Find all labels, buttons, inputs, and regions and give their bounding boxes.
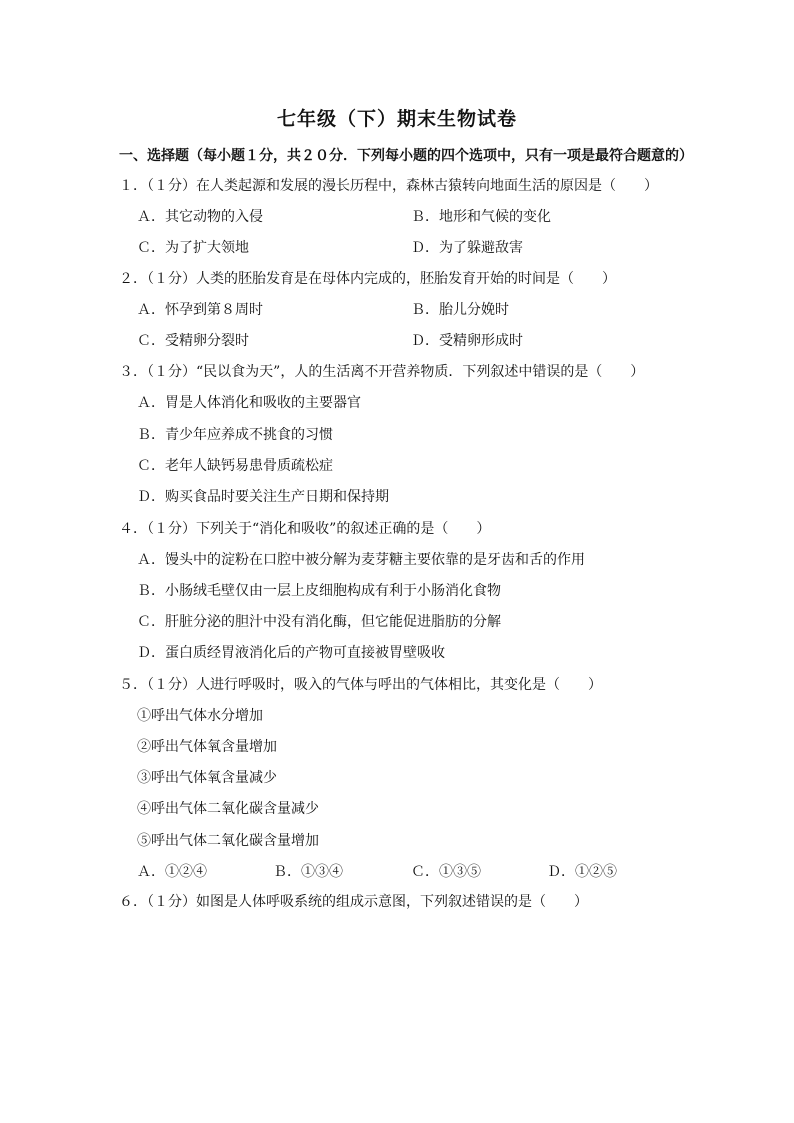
question-5-stem: ５．（１分）人进行呼吸时，吸入的气体与呼出的气体相比，其变化是（ ） <box>119 677 602 693</box>
question-3-option-a: Ａ．胃是人体消化和吸收的主要器官 <box>137 395 361 411</box>
question-1-stem: １．（１分）在人类起源和发展的漫长历程中，森林古猿转向地面生活的原因是（ ） <box>119 178 658 194</box>
question-2-option-a: Ａ．怀孕到第８周时 <box>137 302 263 318</box>
question-4-option-c: Ｃ．肝脏分泌的胆汁中没有消化酶，但它能促进脂肪的分解 <box>137 614 501 630</box>
question-1-option-d: Ｄ．为了躲避敌害 <box>411 240 523 256</box>
question-4-option-b: Ｂ．小肠绒毛壁仅由一层上皮细胞构成有利于小肠消化食物 <box>137 583 501 599</box>
question-1-option-b: Ｂ．地形和气候的变化 <box>411 209 551 225</box>
question-5-option-d: Ｄ．①②⑤ <box>547 864 617 880</box>
question-5-option-b: Ｂ．①③④ <box>273 864 343 880</box>
question-6-stem: ６．（１分）如图是人体呼吸系统的组成示意图，下列叙述错误的是（ ） <box>119 894 588 910</box>
question-2-option-c: Ｃ．受精卵分裂时 <box>137 333 249 349</box>
question-3-stem: ３．（１分）“民以食为天”，人的生活离不开营养物质．下列叙述中错误的是（ ） <box>119 364 645 380</box>
page-title: 七年级（下）期末生物试卷 <box>276 108 517 130</box>
question-3-option-d: Ｄ．购买食品时要关注生产日期和保持期 <box>137 489 389 505</box>
question-2-stem: ２．（１分）人类的胚胎发育是在母体内完成的，胚胎发育开始的时间是（ ） <box>119 271 616 287</box>
question-5-item-4: ④呼出气体二氧化碳含量减少 <box>137 801 319 817</box>
question-2-option-d: Ｄ．受精卵形成时 <box>411 333 523 349</box>
question-4-stem: ４．（１分）下列关于“消化和吸收”的叙述正确的是（ ） <box>119 521 491 537</box>
question-5-option-a: Ａ．①②④ <box>137 864 207 880</box>
question-5-option-c: Ｃ．①③⑤ <box>411 864 481 880</box>
question-3-option-c: Ｃ．老年人缺钙易患骨质疏松症 <box>137 458 333 474</box>
question-1-option-c: Ｃ．为了扩大领地 <box>137 240 249 256</box>
question-2-option-b: Ｂ．胎儿分娩时 <box>411 302 509 318</box>
question-5-item-3: ③呼出气体氧含量减少 <box>137 770 277 786</box>
question-5-item-1: ①呼出气体水分增加 <box>137 708 263 724</box>
question-3-option-b: Ｂ．青少年应养成不挑食的习惯 <box>137 427 333 443</box>
question-4-option-a: Ａ．馒头中的淀粉在口腔中被分解为麦芽糖主要依靠的是牙齿和舌的作用 <box>137 552 585 568</box>
question-1-option-a: Ａ．其它动物的入侵 <box>137 209 263 225</box>
section-heading: 一、选择题（每小题１分，共２０分．下列每小题的四个选项中，只有一项是最符合题意的） <box>119 148 693 164</box>
question-5-item-2: ②呼出气体氧含量增加 <box>137 739 277 755</box>
question-4-option-d: Ｄ．蛋白质经胃液消化后的产物可直接被胃壁吸收 <box>137 645 445 661</box>
question-5-item-5: ⑤呼出气体二氧化碳含量增加 <box>137 833 319 849</box>
